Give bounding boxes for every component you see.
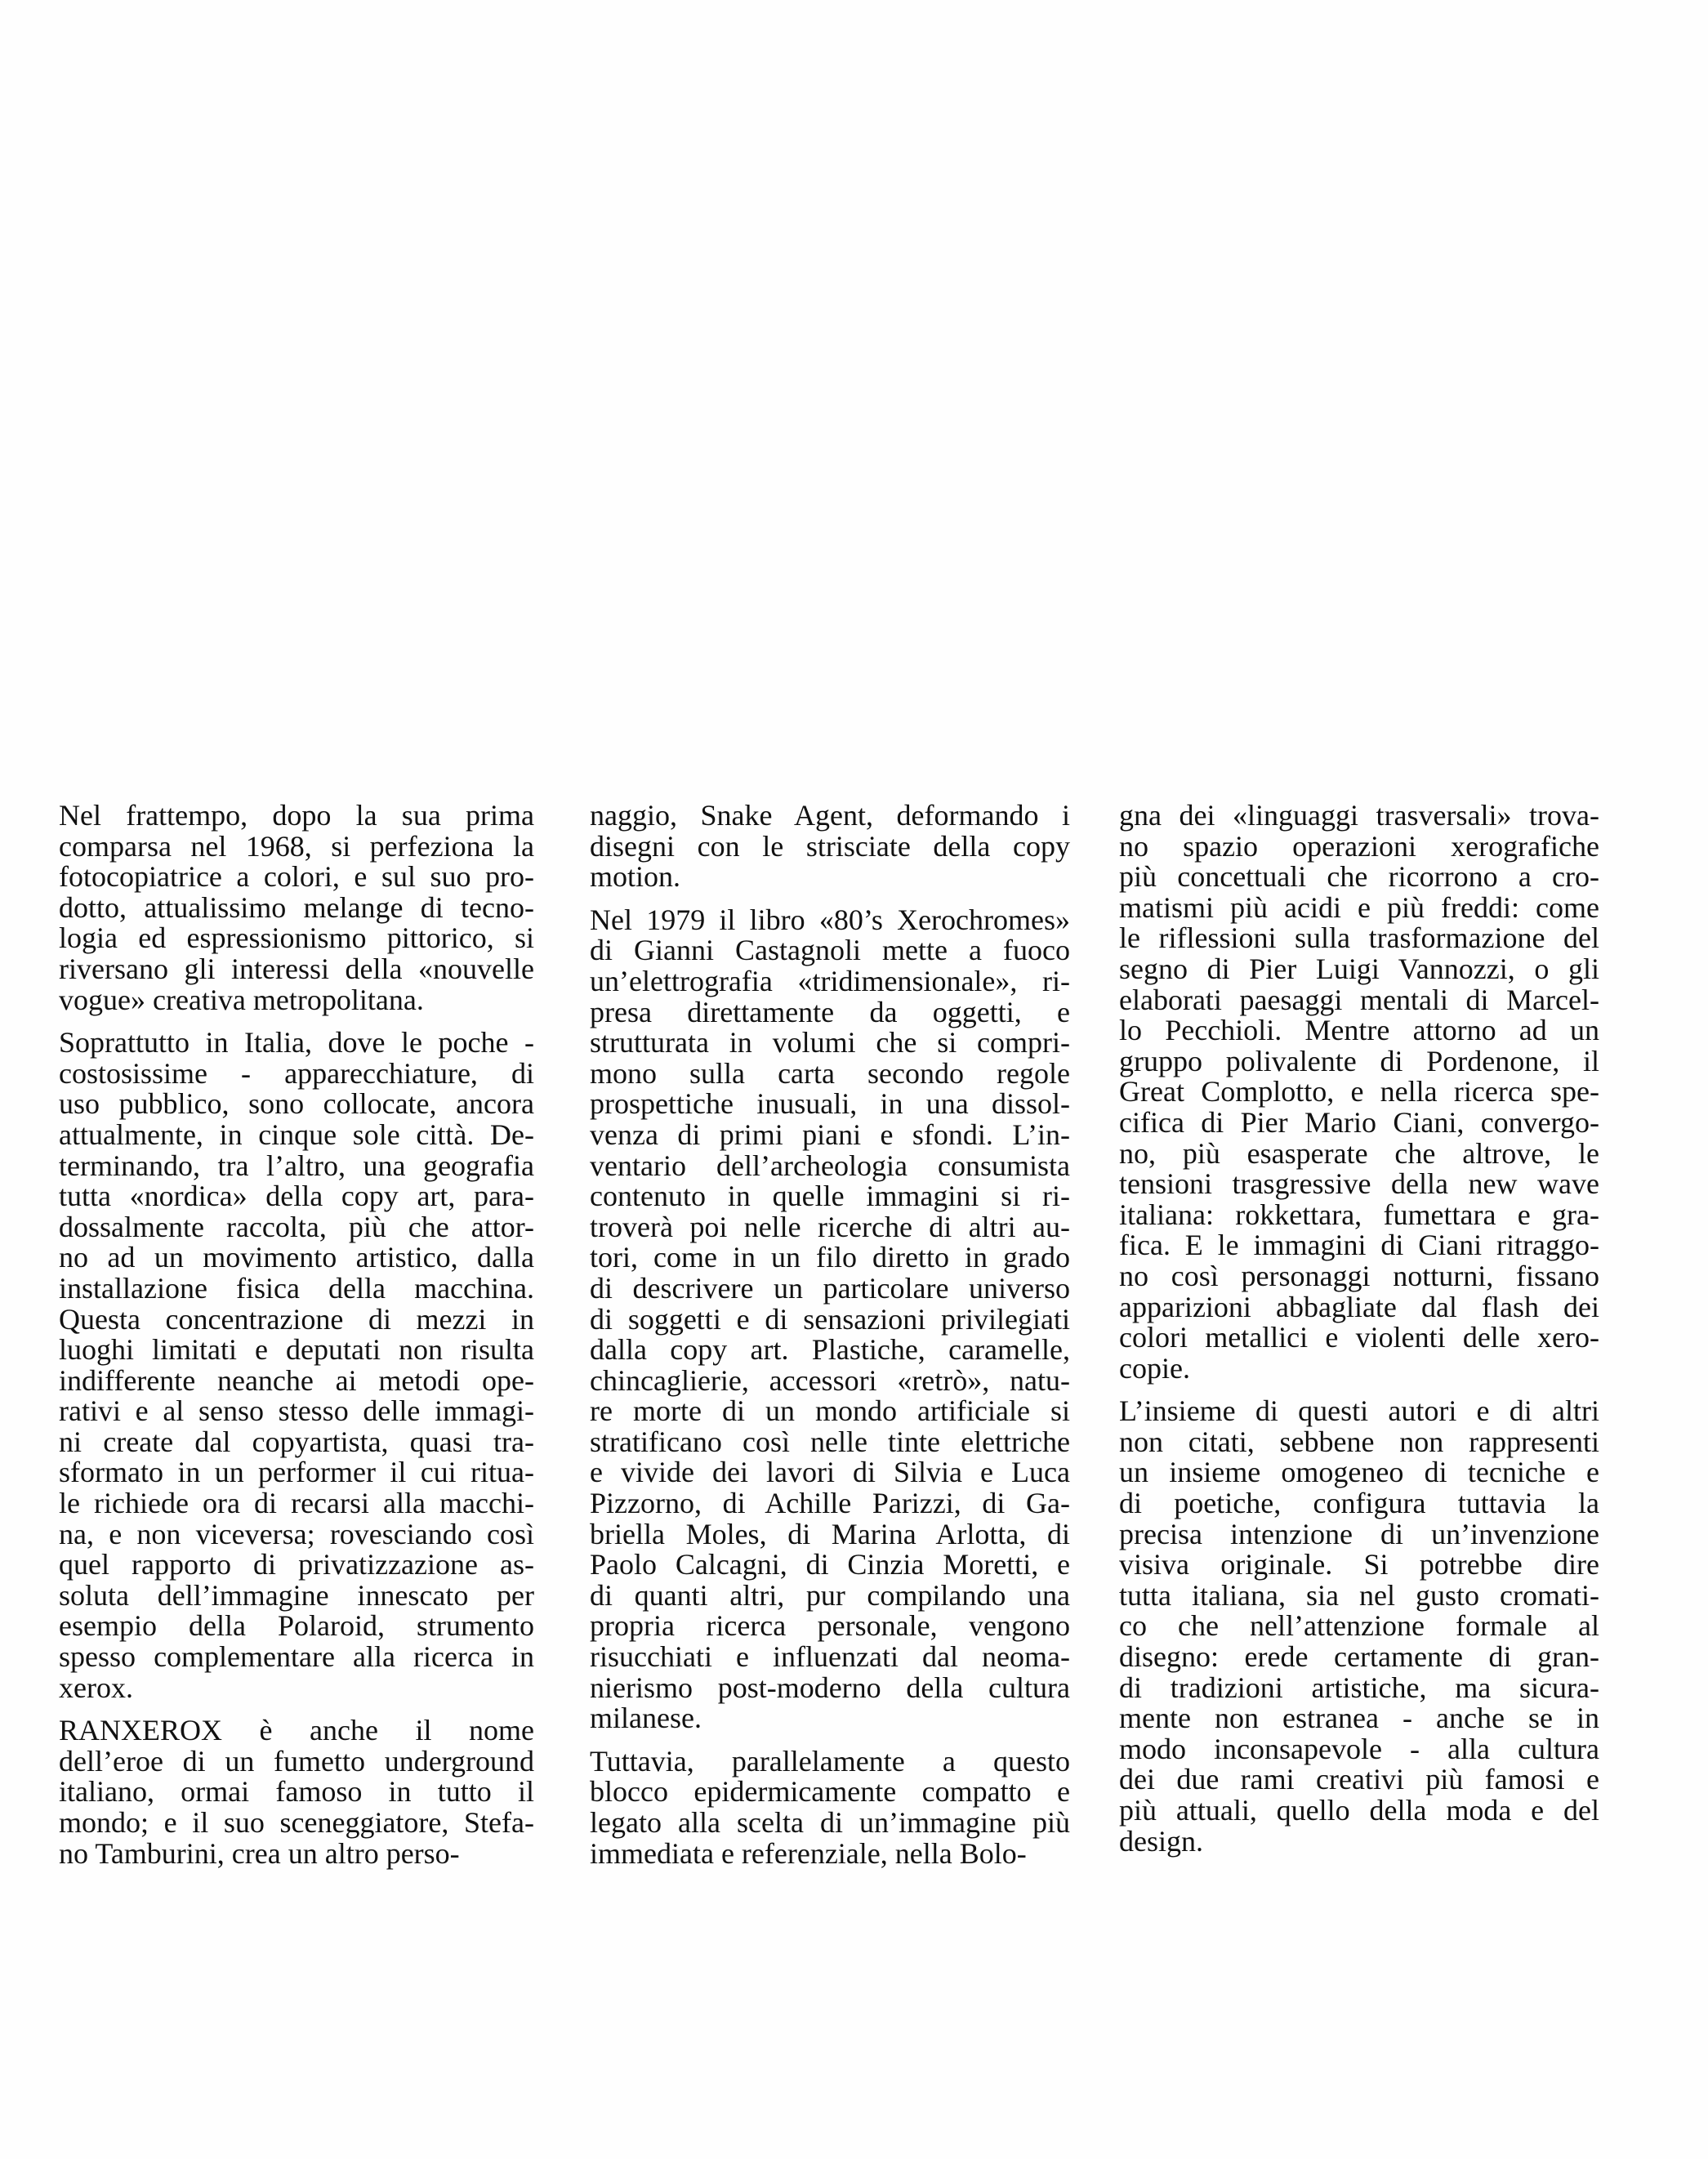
text-line: nierismo post-moderno della cultura (590, 1671, 1070, 1704)
text-line: fica. E le immagini di Ciani ritraggo- (1119, 1229, 1599, 1262)
text-line: tensioni trasgressive della new wave (1119, 1167, 1599, 1201)
text-line: sformato in un performer il cui ritua- (59, 1456, 534, 1489)
text-line: dell’eroe di un fumetto underground (59, 1744, 534, 1778)
text-line: modo inconsapevole - alla cultura (1119, 1732, 1599, 1765)
text-line: disegno: erede certamente di gran- (1119, 1640, 1599, 1674)
text-line: italiano, ormai famoso in tutto il (59, 1775, 534, 1809)
text-line: costosissime - apparecchiature, di (59, 1056, 534, 1090)
paragraph (59, 1715, 534, 1869)
text-line: legato alla scelta di un’immagine più (590, 1806, 1070, 1839)
paragraph (590, 1746, 1070, 1869)
text-line: mondo; e il suo sceneggiatore, Stefa- (59, 1806, 534, 1839)
text-line: di poetiche, configura tuttavia la (1119, 1487, 1599, 1520)
text-line: chincaglierie, accessori «retrò», natu- (590, 1363, 1070, 1397)
text-line: mente non estranea - anche se in (1119, 1702, 1599, 1735)
text-line: propria ricerca personale, vengono (590, 1609, 1070, 1643)
text-line: quel rapporto di privatizzazione as- (59, 1548, 534, 1581)
text-line: tutta italiana, sia nel gusto cromati- (1119, 1578, 1599, 1612)
text-line: Paolo Calcagni, di Cinzia Moretti, e (590, 1548, 1070, 1581)
text-line: italiana: rokkettara, fumettara e gra- (1119, 1198, 1599, 1231)
text-line: design. (1119, 1824, 1203, 1858)
text-line: mono sulla carta secondo regole (590, 1056, 1070, 1090)
text-line: no, più esasperate che altrove, le (1119, 1136, 1599, 1170)
text-line: cifica di Pier Mario Ciani, convergo- (1119, 1105, 1599, 1139)
text-line: segno di Pier Luigi Vannozzi, o gli (1119, 952, 1599, 985)
text-line: dalla copy art. Plastiche, caramelle, (590, 1333, 1070, 1367)
text-column-1 (59, 801, 534, 1881)
text-line: precisa intenzione di un’invenzione (1119, 1517, 1599, 1550)
text-line: Nel frattempo, dopo la sua prima (59, 799, 534, 832)
text-line: di quanti altri, pur compilando una (590, 1578, 1070, 1612)
text-line: uso pubblico, sono collocate, ancora (59, 1087, 534, 1121)
text-line: no così personaggi notturni, fissano (1119, 1259, 1599, 1292)
text-line: risucchiati e influenzati dal neoma- (590, 1640, 1070, 1674)
text-line: venza di primi piani e sfondi. L’in- (590, 1117, 1070, 1151)
text-line: milanese. (590, 1702, 702, 1735)
paragraph (590, 905, 1070, 1734)
text-column-2 (590, 801, 1070, 1881)
text-line: Soprattutto in Italia, dove le poche - (59, 1026, 534, 1059)
text-column-3 (1119, 801, 1599, 1869)
text-line: briella Moles, di Marina Arlotta, di (590, 1517, 1070, 1550)
text-line: terminando, tra l’altro, una geografia (59, 1149, 534, 1182)
text-line: L’insieme di questi autori e di altri (1119, 1394, 1599, 1428)
paragraph (59, 801, 534, 1015)
text-line: rativi e al senso stesso delle immagi- (59, 1394, 534, 1428)
text-line: apparizioni abbagliate dal flash dei (1119, 1290, 1599, 1323)
text-line: ventario dell’archeologia consumista (590, 1149, 1070, 1182)
text-line: stratificano così nelle tinte elettriche (590, 1425, 1070, 1458)
text-line: dossalmente raccolta, più che attor- (59, 1210, 534, 1243)
text-line: attualmente, in cinque sole città. De- (59, 1117, 534, 1151)
text-line: Questa concentrazione di mezzi in (59, 1302, 534, 1336)
text-line: riversano gli interessi della «nouvelle (59, 952, 534, 985)
text-line: dotto, attualissimo melange di tecno- (59, 890, 534, 924)
text-line: re morte di un mondo artificiale si (590, 1394, 1070, 1428)
text-line: elaborati paesaggi mentali di Marcel- (1119, 983, 1599, 1016)
text-line: di descrivere un particolare universo (590, 1271, 1070, 1305)
text-line: contenuto in quelle immagini si ri- (590, 1180, 1070, 1213)
text-line: motion. (590, 860, 681, 894)
text-line: di soggetti e di sensazioni privilegiati (590, 1302, 1070, 1336)
text-line: no spazio operazioni xerografiche (1119, 829, 1599, 863)
text-line: le richiede ora di recarsi alla macchi- (59, 1487, 534, 1520)
text-line: più concettuali che ricorrono a cro- (1119, 860, 1599, 894)
text-line: indifferente neanche ai metodi ope- (59, 1363, 534, 1397)
text-line: co che nell’attenzione formale al (1119, 1609, 1599, 1643)
text-line: prospettiche inusuali, in una dissol- (590, 1087, 1070, 1121)
text-line: Great Complotto, e nella ricerca spe- (1119, 1075, 1599, 1108)
text-line: logia ed espressionismo pittorico, si (59, 921, 534, 955)
text-line: non citati, sebbene non rappresenti (1119, 1425, 1599, 1458)
text-line: spesso complementare alla ricerca in (59, 1640, 534, 1674)
text-line: Pizzorno, di Achille Parizzi, di Ga- (590, 1487, 1070, 1520)
text-line: strutturata in volumi che si compri- (590, 1026, 1070, 1059)
text-line: soluta dell’immagine innescato per (59, 1578, 534, 1612)
text-line: colori metallici e violenti delle xero- (1119, 1321, 1599, 1354)
text-line: più attuali, quello della moda e del (1119, 1794, 1599, 1827)
text-line: tutta «nordica» della copy art, para- (59, 1180, 534, 1213)
text-line: installazione fisica della macchina. (59, 1271, 534, 1305)
text-line: blocco epidermicamente compatto e (590, 1775, 1070, 1809)
text-line: presa direttamente da oggetti, e (590, 995, 1070, 1028)
text-line: no ad un movimento artistico, dalla (59, 1241, 534, 1274)
text-line: un’elettrografia «tridimensionale», ri- (590, 964, 1070, 997)
text-line: di tradizioni artistiche, ma sicura- (1119, 1671, 1599, 1704)
text-line: copie. (1119, 1351, 1190, 1385)
text-line: dei due rami creativi più famosi e (1119, 1763, 1599, 1796)
paragraph (590, 801, 1070, 893)
text-line: luoghi limitati e deputati non risulta (59, 1333, 534, 1367)
text-line: Nel 1979 il libro «80’s Xerochromes» (590, 903, 1070, 936)
text-line: comparsa nel 1968, si perfeziona la (59, 829, 534, 863)
text-line: fotocopiatrice a colori, e sul suo pro- (59, 860, 534, 894)
paragraph (1119, 1396, 1599, 1857)
text-line: vogue» creativa metropolitana. (59, 983, 424, 1016)
text-line: gruppo polivalente di Pordenone, il (1119, 1044, 1599, 1077)
text-line: un insieme omogeneo di tecniche e (1119, 1456, 1599, 1489)
text-line: matismi più acidi e più freddi: come (1119, 890, 1599, 924)
paragraph (1119, 801, 1599, 1384)
text-line: di Gianni Castagnoli mette a fuoco (590, 934, 1070, 967)
text-line: disegni con le strisciate della copy (590, 829, 1070, 863)
text-line: xerox. (59, 1671, 133, 1704)
text-line: Tuttavia, parallelamente a questo (590, 1744, 1070, 1778)
text-line: no Tamburini, crea un altro perso- (59, 1836, 460, 1870)
text-line: troverà poi nelle ricerche di altri au- (590, 1210, 1070, 1243)
text-line: immediata e referenziale, nella Bolo- (590, 1836, 1027, 1870)
text-line: tori, come in un filo diretto in grado (590, 1241, 1070, 1274)
text-line: ni create dal copyartista, quasi tra- (59, 1425, 534, 1458)
paragraph (59, 1028, 534, 1703)
text-line: le riflessioni sulla trasformazione del (1119, 921, 1599, 955)
text-line: e vivide dei lavori di Silvia e Luca (590, 1456, 1070, 1489)
text-line: gna dei «linguaggi trasversali» trova- (1119, 799, 1599, 832)
text-line: RANXEROX è anche il nome (59, 1714, 534, 1747)
text-line: visiva originale. Si potrebbe dire (1119, 1548, 1599, 1581)
text-line: naggio, Snake Agent, deformando i (590, 799, 1070, 832)
text-line: esempio della Polaroid, strumento (59, 1609, 534, 1643)
text-line: na, e non viceversa; rovesciando così (59, 1517, 534, 1550)
text-line: lo Pecchioli. Mentre attorno ad un (1119, 1014, 1599, 1047)
